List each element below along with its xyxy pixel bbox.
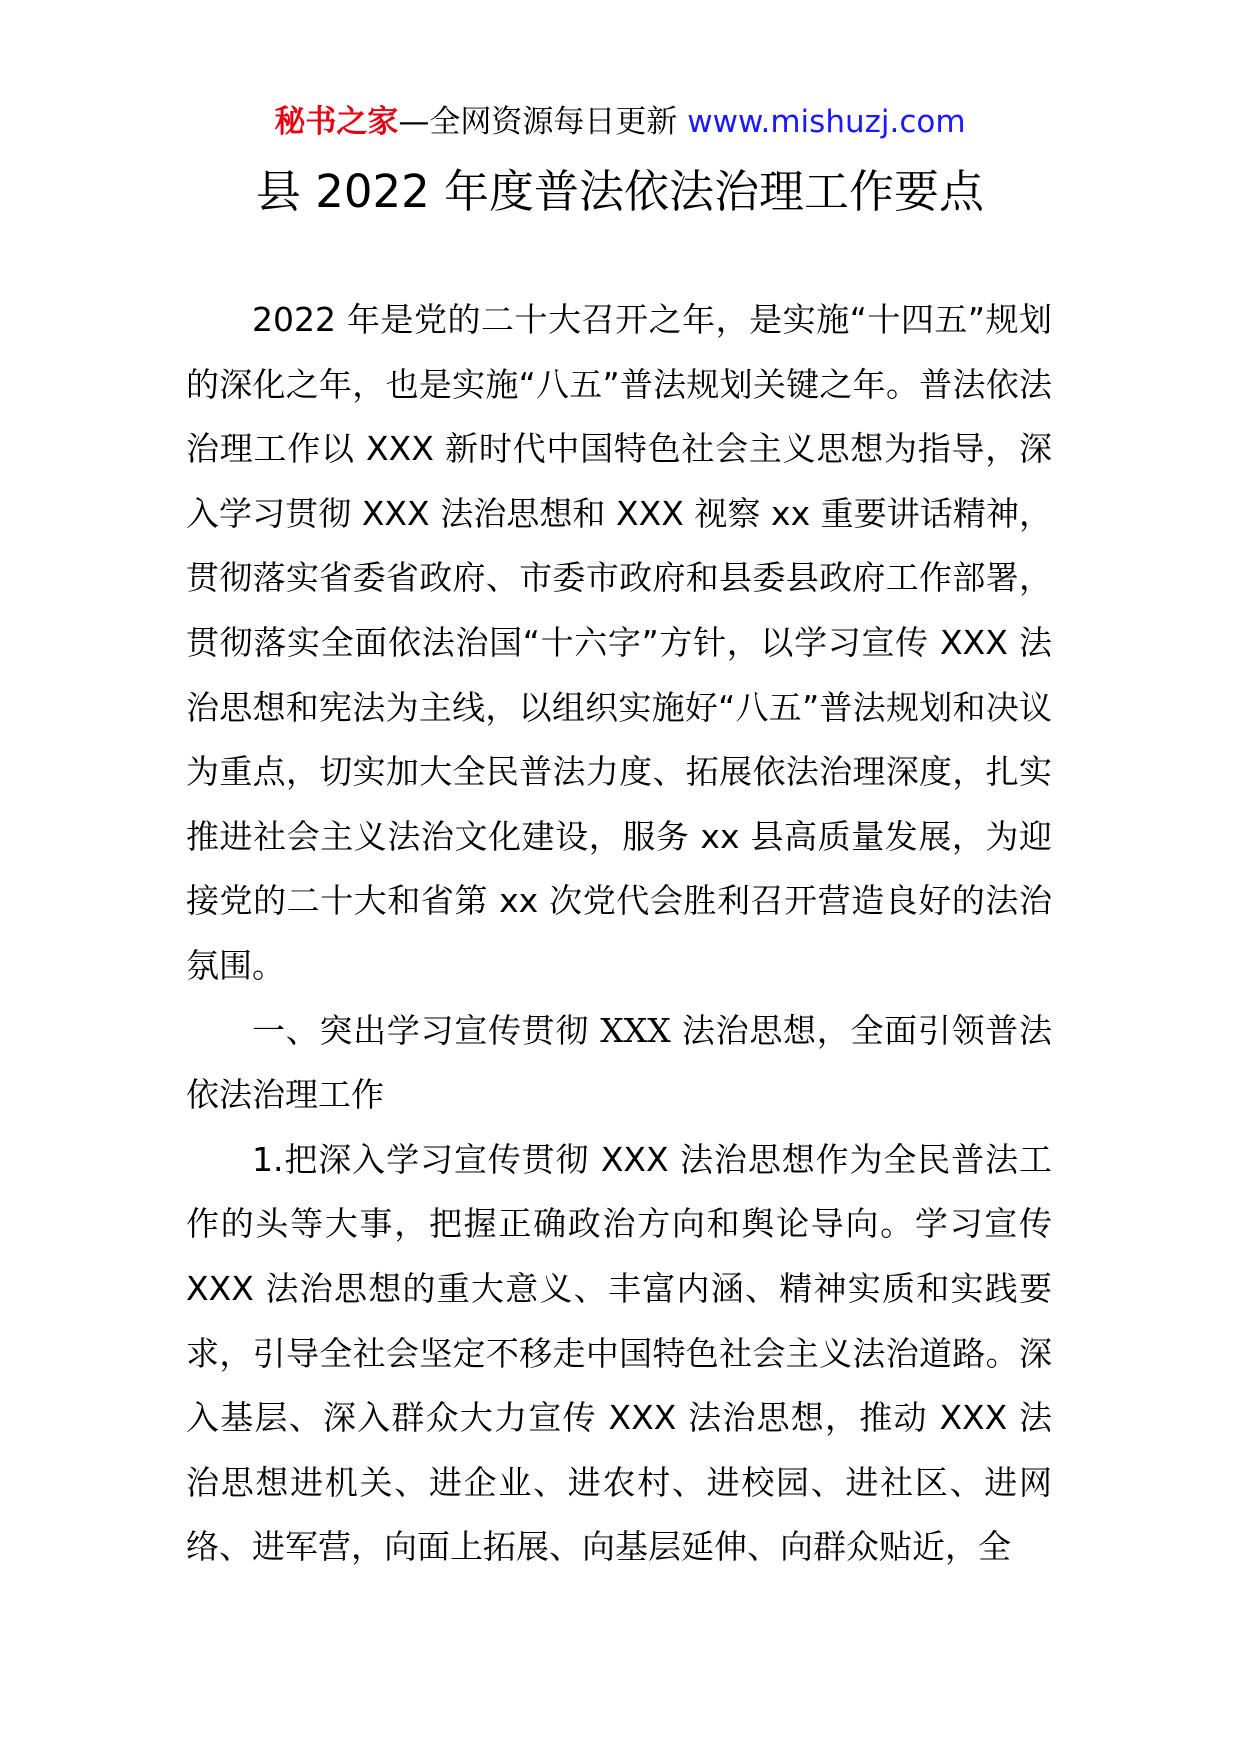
site-url-link[interactable]: www.mishuzj.com bbox=[687, 104, 966, 140]
intro-paragraph: 2022 年是党的二十大召开之年，是实施“十四五”规划的深化之年，也是实施“八五”普法规划关键之年。普法依法治理工作以 XXX 新时代中国特色社会主义思想为指导，深入学习贯彻 XXX 法治思想和 XXX 视察 xx 重要讲话精神，贯彻落实省委省政府、市委市政府和县委县政府工作部署，贯彻落实全面依法治国“十六字”方针，以学习宣传 XXX 法治思想和宪法为主线，以组织实施好“八五”普法规划和决议为重点，切实加大全民普法力度、拓展依法治理深度，扎实推进社会主义法治文化建设，服务 xx 县高质量发展，为迎接党的二十大和省第 xx 次党代会胜利召开营造良好的法治氛围。 bbox=[186, 300, 1052, 985]
header-slogan: —全网资源每日更新 bbox=[398, 104, 678, 140]
brand-name: 秘书之家 bbox=[274, 104, 399, 140]
site-header bbox=[0, 100, 1240, 144]
document-body bbox=[186, 288, 1052, 1580]
section-heading-1: 一、突出学习宣传贯彻 XXX 法治思想，全面引领普法依法治理工作 bbox=[186, 1010, 1052, 1115]
document-title: 县 2022 年度普法依法治理工作要点 bbox=[255, 165, 985, 218]
item-paragraph-1: 1.把深入学习宣传贯彻 XXX 法治思想作为全民普法工作的头等大事，把握正确政治方向和舆论导向。学习宣传 XXX 法治思想的重大意义、丰富内涵、精神实质和实践要求，引导全社会坚定不移走中国特色社会主义法治道路。深入基层、深入群众大力宣传 XXX 法治思想，推动 XXX 法治思想进机关、进企业、进农村、进校园、进社区、进网络、进军营，向面上拓展、向基层延伸、向群众贴近，全 bbox=[186, 1139, 1052, 1567]
